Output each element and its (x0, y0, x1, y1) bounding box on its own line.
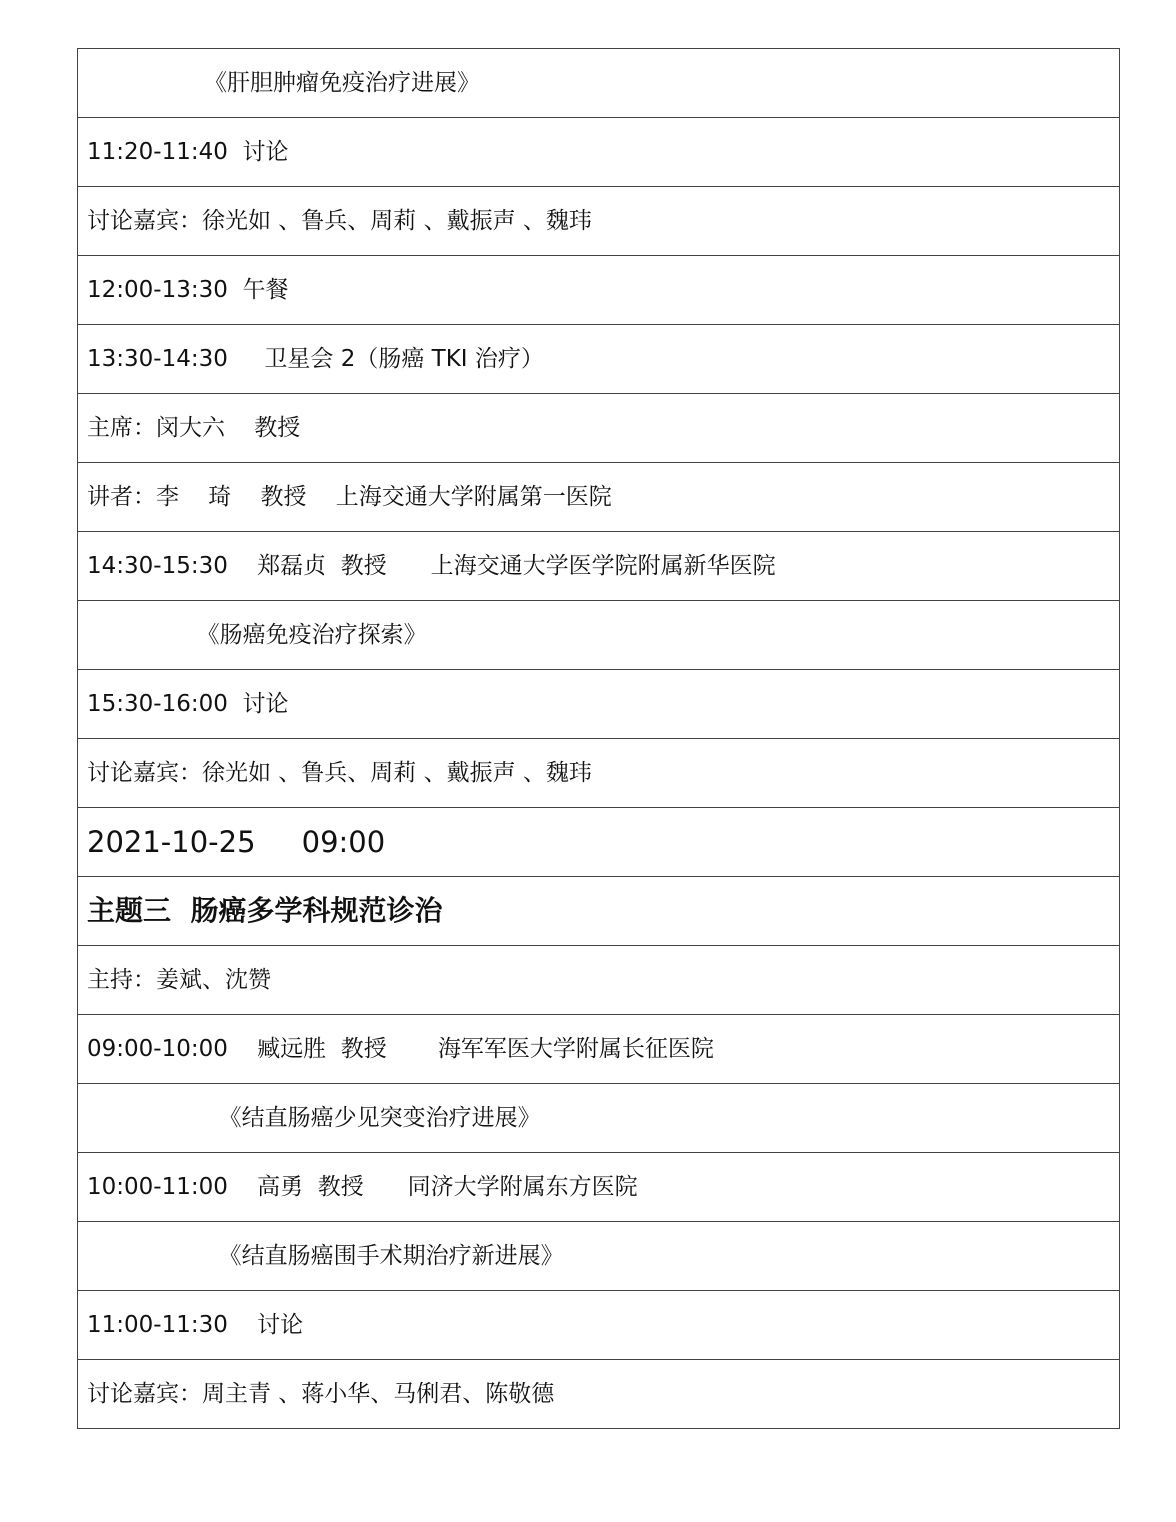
schedule-row (78, 325, 1120, 394)
schedule-cell: 11:20-11:40 讨论 (78, 118, 1120, 187)
schedule-cell: 讲者：李 琦 教授 上海交通大学附属第一医院 (78, 463, 1120, 532)
schedule-cell: 14:30-15:30 郑磊贞 教授 上海交通大学医学院附属新华医院 (78, 532, 1120, 601)
schedule-cell: 09:00-10:00 臧远胜 教授 海军军医大学附属长征医院 (78, 1015, 1120, 1084)
schedule-cell: 主持：姜斌、沈赞 (78, 946, 1120, 1015)
schedule-cell: 主席：闵大六 教授 (78, 394, 1120, 463)
schedule-row (78, 739, 1120, 808)
schedule-cell: 《肠癌免疫治疗探索》 (78, 601, 1120, 670)
schedule-row (78, 1291, 1120, 1360)
schedule-row (78, 808, 1120, 877)
schedule-row (78, 463, 1120, 532)
schedule-row (78, 256, 1120, 325)
schedule-cell: 10:00-11:00 高勇 教授 同济大学附属东方医院 (78, 1153, 1120, 1222)
schedule-row (78, 1222, 1120, 1291)
schedule-cell: 讨论嘉宾：徐光如 、鲁兵、周莉 、戴振声 、魏玮 (78, 739, 1120, 808)
schedule-row (78, 877, 1120, 946)
schedule-cell: 13:30-14:30 卫星会 2（肠癌 TKI 治疗） (78, 325, 1120, 394)
schedule-cell: 12:00-13:30 午餐 (78, 256, 1120, 325)
schedule-row (78, 1153, 1120, 1222)
schedule-row (78, 49, 1120, 118)
schedule-cell: 《结直肠癌少见突变治疗进展》 (78, 1084, 1120, 1153)
schedule-cell: 《肝胆肿瘤免疫治疗进展》 (78, 49, 1120, 118)
schedule-row (78, 187, 1120, 256)
schedule-row (78, 1360, 1120, 1429)
schedule-cell: 《结直肠癌围手术期治疗新进展》 (78, 1222, 1120, 1291)
schedule-table (77, 48, 1120, 1429)
schedule-cell: 11:00-11:30 讨论 (78, 1291, 1120, 1360)
schedule-row (78, 601, 1120, 670)
schedule-row (78, 670, 1120, 739)
schedule-cell: 讨论嘉宾：徐光如 、鲁兵、周莉 、戴振声 、魏玮 (78, 187, 1120, 256)
schedule-body (78, 49, 1120, 1429)
schedule-row (78, 118, 1120, 187)
schedule-row (78, 1015, 1120, 1084)
section-title: 主题三 肠癌多学科规范诊治 (78, 877, 1120, 946)
schedule-row (78, 1084, 1120, 1153)
date-heading: 2021-10-25 09:00 (78, 808, 1120, 877)
schedule-row (78, 946, 1120, 1015)
schedule-cell: 讨论嘉宾：周主青 、蒋小华、马俐君、陈敬德 (78, 1360, 1120, 1429)
schedule-row (78, 532, 1120, 601)
schedule-row (78, 394, 1120, 463)
schedule-cell: 15:30-16:00 讨论 (78, 670, 1120, 739)
